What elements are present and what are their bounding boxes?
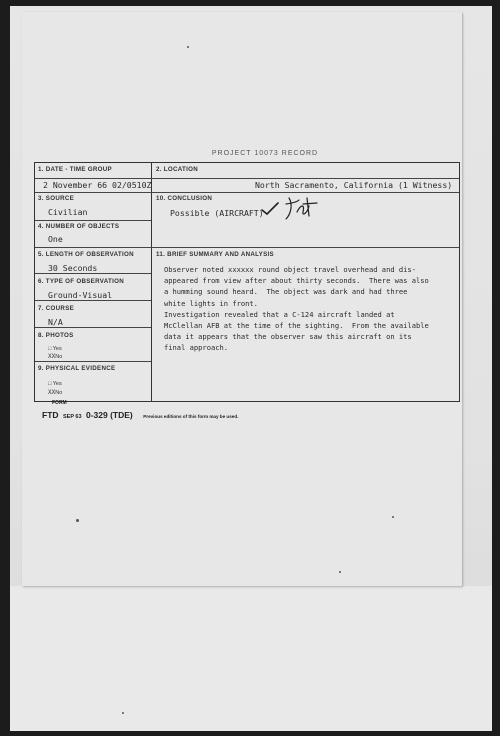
- checkmark-icon: [261, 202, 279, 216]
- photos-yes-label: Yes: [52, 346, 62, 352]
- form-date: SEP 63: [62, 414, 82, 420]
- physical-evidence-yes-option: □ Yes: [48, 381, 62, 387]
- photos-label: 8. PHOTOS: [38, 332, 74, 339]
- photos-no-mark: XX: [48, 353, 56, 360]
- row-divider: [35, 300, 151, 301]
- form-word: FORM: [52, 400, 67, 406]
- scan-speck: [76, 519, 79, 522]
- conclusion-label: 10. CONCLUSION: [156, 195, 213, 202]
- course-value: N/A: [48, 317, 63, 327]
- row-divider: [35, 273, 151, 274]
- physical-evidence-yes-label: Yes: [52, 381, 62, 387]
- handwritten-initials-icon: [283, 194, 323, 222]
- date-time-group-label: 1. DATE - TIME GROUP: [38, 166, 112, 173]
- row-divider: [35, 247, 459, 248]
- location-value: North Sacramento, California (1 Witness): [255, 180, 453, 190]
- row-divider: [35, 327, 151, 328]
- number-of-objects-value: One: [48, 234, 63, 244]
- date-time-group-value: 2 November 66 02/0510Z: [43, 180, 152, 190]
- form-header-title: PROJECT 10073 RECORD: [211, 150, 319, 157]
- type-of-observation-value: Ground-Visual: [48, 290, 113, 300]
- length-of-observation-label: 5. LENGTH OF OBSERVATION: [38, 251, 134, 258]
- course-label: 7. COURSE: [38, 305, 75, 312]
- column-divider: [151, 163, 152, 401]
- form-note: Previous editions of this form may be used.: [143, 414, 239, 419]
- photos-no-label: No: [55, 354, 63, 360]
- source-label: 3. SOURCE: [38, 195, 75, 202]
- scan-speck: [339, 571, 341, 573]
- source-value: Civilian: [48, 207, 88, 217]
- project-record-form: [34, 162, 460, 402]
- form-footer: [42, 400, 239, 423]
- row-divider: [35, 178, 459, 179]
- form-number: 0-329 (TDE): [86, 410, 133, 420]
- scan-speck: [187, 46, 189, 48]
- photos-no-option: [48, 353, 62, 360]
- type-of-observation-label: 6. TYPE OF OBSERVATION: [38, 278, 125, 285]
- row-divider: [35, 361, 151, 362]
- lower-sheet: [10, 586, 492, 731]
- summary-text: Observer noted xxxxxx round object travel overhead and dis- appeared from view after about thirty seconds. There was also a humming sound heard. The object was dark and had three white lights in front. Investigation revealed that a C-124 aircraft landed at McClellan AFB at the time of the sighting. From the available data it appears that the observer saw this aircraft on its final approach.: [164, 265, 429, 353]
- row-divider: [35, 220, 151, 221]
- scan-speck: [122, 712, 124, 714]
- number-of-objects-label: 4. NUMBER OF OBJECTS: [38, 223, 120, 230]
- physical-evidence-no-label: No: [55, 390, 63, 396]
- photos-yes-option: □ Yes: [48, 346, 62, 352]
- row-divider: [35, 192, 459, 193]
- form-code: FTD: [42, 410, 59, 420]
- location-label: 2. LOCATION: [156, 166, 199, 173]
- physical-evidence-no-mark: XX: [48, 389, 56, 396]
- conclusion-value: Possible (AIRCRAFT): [170, 208, 264, 218]
- summary-label: 11. BRIEF SUMMARY AND ANALYSIS: [156, 251, 274, 258]
- length-of-observation-value: 30 Seconds: [48, 263, 98, 273]
- physical-evidence-no-option: [48, 389, 62, 396]
- physical-evidence-label: 9. PHYSICAL EVIDENCE: [38, 365, 116, 372]
- scan-speck: [392, 516, 394, 518]
